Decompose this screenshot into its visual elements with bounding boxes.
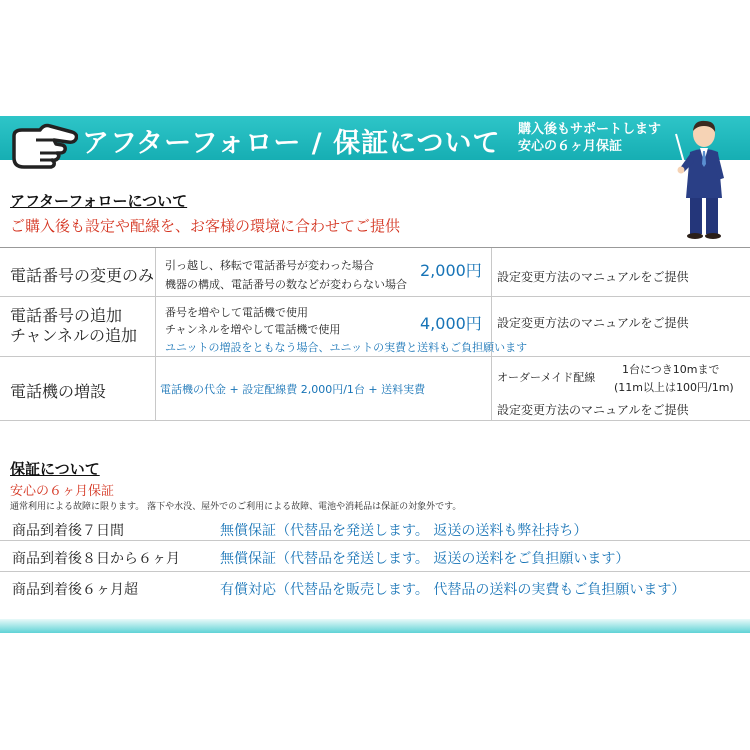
custom-wiring-label: オーダーメイド配線 — [497, 371, 596, 384]
businessman-illustration — [672, 118, 736, 240]
row-desc: 電話機の代金 + 設定配線費 2,000円/1台 + 送料実費 — [160, 383, 426, 396]
warranty-period: 商品到着後６ヶ月超 — [12, 582, 138, 598]
row-support: 設定変更方法のマニュアルをご提供 — [497, 403, 689, 417]
row-label: 電話機の増設 — [10, 382, 107, 401]
warranty-detail: 有償対応（代替品を販売します。 代替品の送料の実費もご負担願います） — [220, 582, 686, 598]
row-desc-2: 機器の構成、電話番号の数などが変わらない場合 — [165, 278, 407, 291]
warranty-period: 商品到着後８日から６ヶ月 — [12, 551, 180, 567]
row-price: 4,000円 — [420, 314, 482, 333]
row-note: ユニットの増設をともなう場合、ユニットの実費と送料もご負担願います — [165, 341, 528, 354]
divider — [0, 540, 750, 541]
aftercare-lead: ご購入後も設定や配線を、お客様の環境に合わせてご提供 — [10, 217, 401, 235]
header-subtitle-line2: 安心の６ヶ月保証 — [518, 139, 623, 154]
warranty-detail: 無償保証（代替品を発送します。 返送の送料も弊社持ち） — [220, 523, 588, 539]
header-subtitle — [518, 121, 661, 155]
custom-wiring-price-1: 1台につき10mまで — [622, 363, 720, 376]
warranty-detail: 無償保証（代替品を発送します。 返送の送料をご負担願います） — [220, 551, 630, 567]
warranty-period: 商品到着後７日間 — [12, 523, 124, 539]
divider — [0, 296, 750, 297]
row-support: 設定変更方法のマニュアルをご提供 — [497, 316, 689, 330]
warranty-note: 通常利用による故障に限ります。 落下や水没、屋外でのご利用による故障、電池や消耗品は保証の対象外です。 — [10, 502, 462, 512]
divider — [0, 420, 750, 421]
pointing-hand-icon — [10, 118, 78, 174]
row-desc-1: 番号を増やして電話機で使用 — [165, 306, 308, 319]
column-divider — [491, 248, 492, 420]
header-subtitle-line1: 購入後もサポートします — [518, 122, 662, 137]
custom-wiring-price-2: (11m以上は100円/1m) — [614, 381, 734, 394]
warranty-lead: 安心の６ヶ月保証 — [10, 484, 115, 499]
divider — [0, 571, 750, 572]
row-desc-2: チャンネルを増やして電話機で使用 — [165, 323, 341, 336]
divider — [0, 356, 750, 357]
divider — [0, 247, 750, 248]
row-label-1: 電話番号の追加 — [10, 306, 123, 325]
aftercare-heading: アフターフォローについて — [10, 192, 188, 210]
row-desc-1: 引っ越し、移転で電話番号が変わった場合 — [165, 259, 374, 272]
row-price: 2,000円 — [420, 261, 482, 280]
row-support: 設定変更方法のマニュアルをご提供 — [497, 270, 689, 284]
page-title: アフターフォロー / 保証について — [82, 128, 501, 159]
row-label: 電話番号の変更のみ — [10, 266, 155, 285]
row-label-2: チャンネルの追加 — [10, 326, 138, 345]
footer-band — [0, 619, 750, 633]
column-divider — [155, 248, 156, 420]
warranty-heading: 保証について — [10, 460, 100, 478]
